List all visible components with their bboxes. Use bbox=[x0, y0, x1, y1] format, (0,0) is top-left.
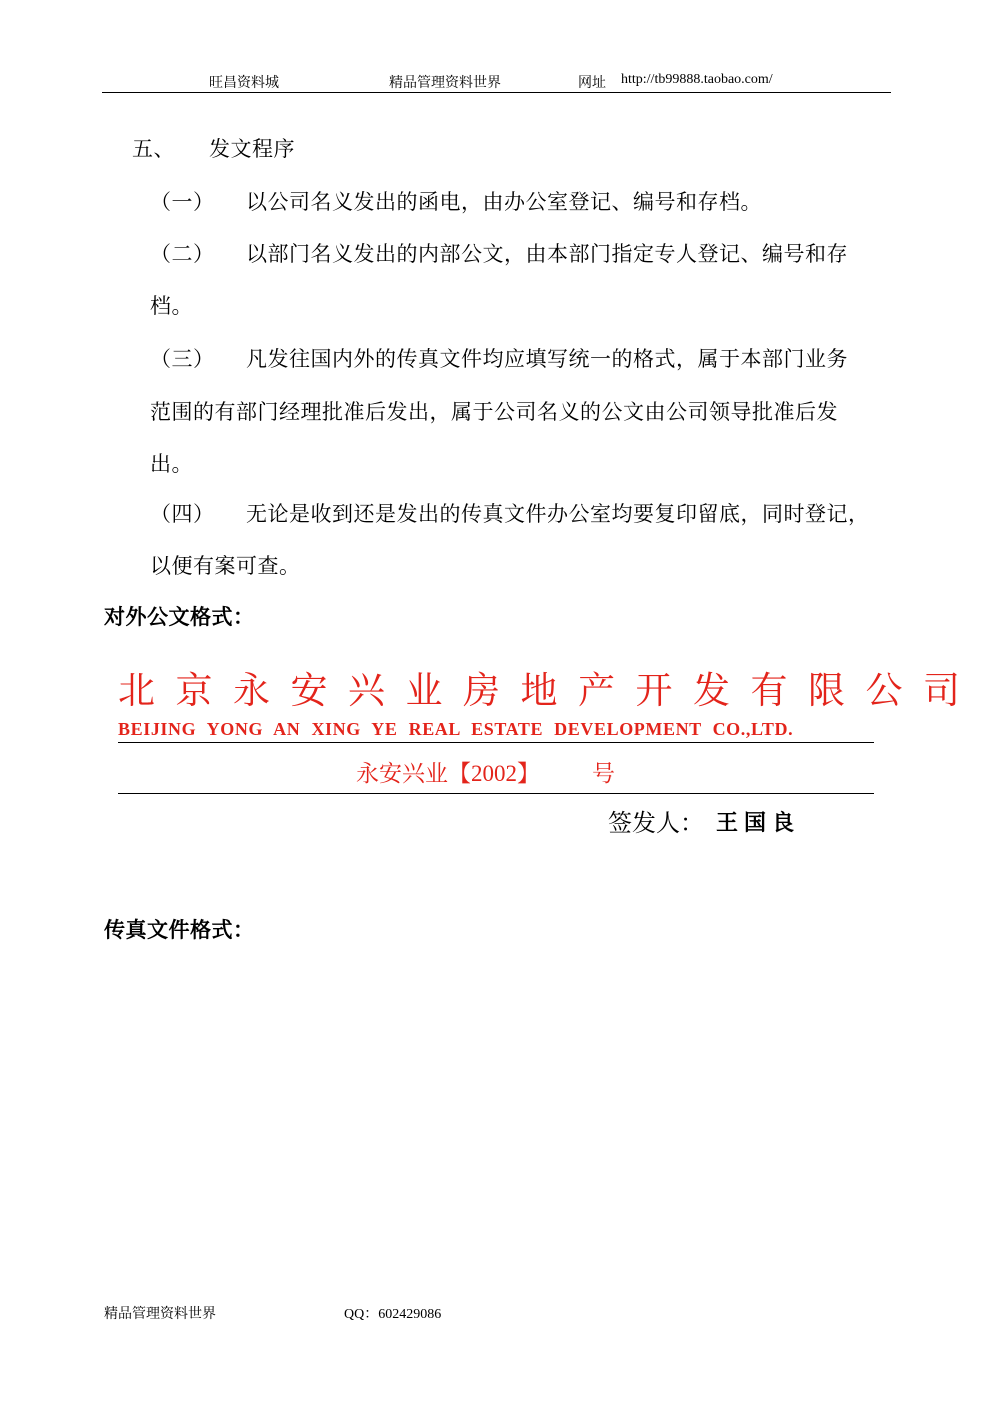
document-number-prefix: 永安兴业【2002】 bbox=[356, 761, 540, 786]
footer-qq: QQ：602429086 bbox=[344, 1307, 442, 1322]
item-2-line-1: 以部门名义发出的内部公文，由本部门指定专人登记、编号和存 bbox=[246, 242, 848, 266]
header-url-label: 网址 bbox=[578, 75, 606, 91]
header-url: http://tb99888.taobao.com/ bbox=[621, 72, 773, 87]
section-title: 发文程序 bbox=[209, 137, 295, 161]
item-3-line-1: 凡发往国内外的传真文件均应填写统一的格式，属于本部门业务 bbox=[246, 347, 848, 371]
item-4-number: （四） bbox=[150, 502, 215, 526]
item-3-line-3: 出。 bbox=[150, 452, 193, 476]
item-2-line-2: 档。 bbox=[150, 294, 193, 318]
item-4-line-2: 以便有案可查。 bbox=[150, 554, 301, 578]
section-number: 五、 bbox=[132, 137, 175, 161]
letterhead-company-en: BEIJING YONG AN XING YE REAL ESTATE DEVELOPMENT CO.,LTD. bbox=[118, 719, 794, 739]
footer-slogan: 精品管理资料世界 bbox=[104, 1306, 216, 1322]
fax-format-heading: 传真文件格式： bbox=[104, 917, 255, 942]
item-4-line-1: 无论是收到还是发出的传真文件办公室均要复印留底，同时登记， bbox=[246, 502, 870, 526]
external-format-heading: 对外公文格式： bbox=[104, 604, 255, 629]
item-2-number: （二） bbox=[150, 242, 215, 266]
item-3-line-2: 范围的有部门经理批准后发出，属于公司名义的公文由公司领导批准后发 bbox=[150, 400, 838, 424]
letterhead-company-cn: 北京永安兴业房地产开发有限公司 bbox=[118, 669, 981, 712]
item-3-number: （三） bbox=[150, 347, 215, 371]
letterhead-divider bbox=[118, 742, 874, 743]
document-number bbox=[356, 755, 615, 788]
document-number-suffix: 号 bbox=[592, 761, 615, 786]
item-1-number: （一） bbox=[150, 190, 215, 214]
item-1-line-1: 以公司名义发出的函电，由办公室登记、编号和存档。 bbox=[246, 190, 762, 214]
header-divider bbox=[102, 92, 891, 93]
header-slogan: 精品管理资料世界 bbox=[389, 75, 501, 91]
signer-label: 签发人： bbox=[608, 809, 704, 837]
header-site-name: 旺昌资料城 bbox=[209, 75, 279, 91]
document-number-divider bbox=[118, 793, 874, 794]
signer-signature: 王国良 bbox=[716, 810, 801, 836]
